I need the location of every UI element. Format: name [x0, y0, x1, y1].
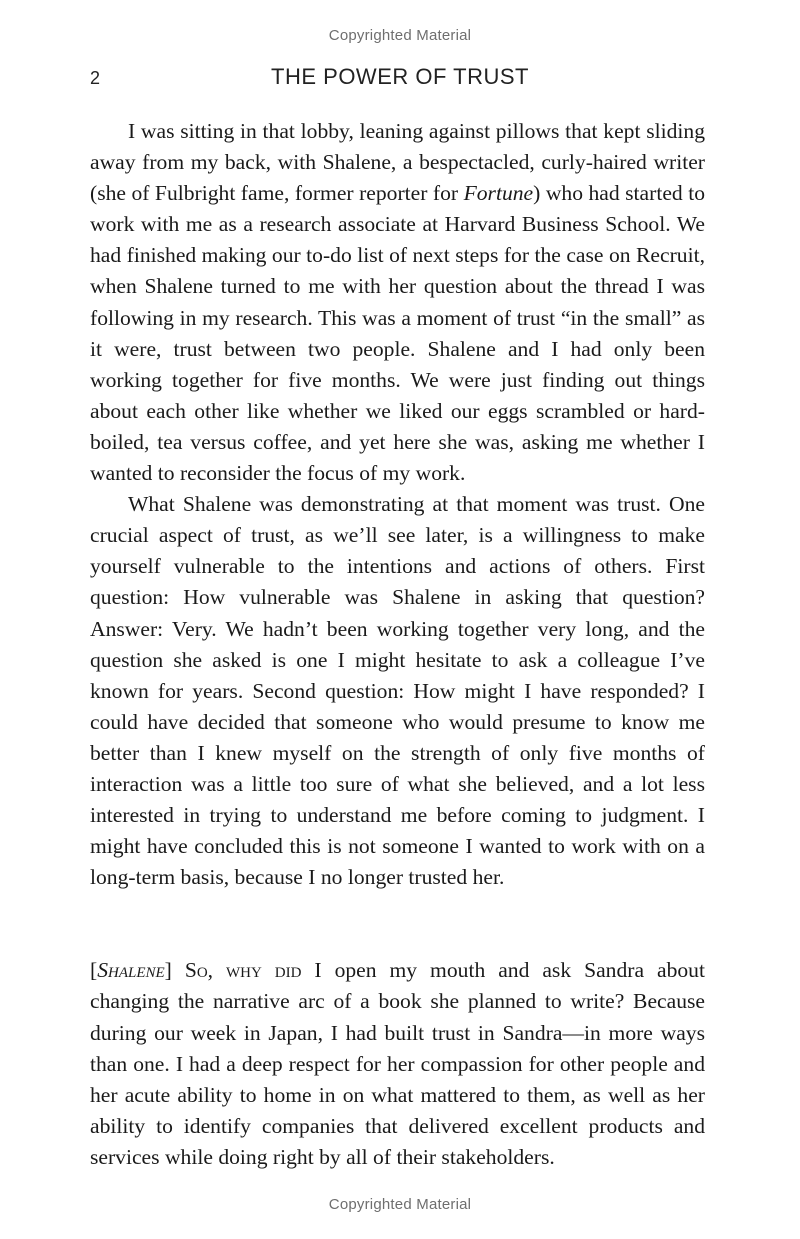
paragraph-3-lead-in: So, why did	[184, 958, 302, 983]
paragraph-3-bracket-close: ]	[164, 958, 185, 983]
paragraph-2: What Shalene was demonstrating at that moment was trust. One crucial aspect of trust, as we’ll see later, is a willingness to make yourself vulnerable to the intentions and actions of others. First question: How vulnerable was Shalene in asking that question? Answer: Very. We hadn’t been working together very long, and the question she asked is one I might hesitate to ask a colleague I’ve known for years. Second question: How might I have responded? I could have decided that someone who would presume to know me better than I knew myself on the strength of only five months of interaction was a little too sure of what she believed, and a lot less interested in trying to understand me before coming to judgment. I might have concluded this is not someone I wanted to work with on a long-term basis, because I no longer trusted her.	[90, 492, 705, 890]
body-text	[90, 116, 705, 1173]
section-break	[90, 893, 705, 955]
paragraph-1-text-a: I was sitting in that lobby, leaning against pillows that kept sliding away from my back, with Shalene, a bespectacled, curly-haired writer (she of Fulbright fame, former reporter for	[90, 119, 705, 206]
running-head	[0, 64, 800, 94]
running-title: THE POWER OF TRUST	[271, 64, 529, 89]
copyright-watermark-top: Copyrighted Material	[328, 27, 472, 44]
speaker-name: Shalene	[97, 958, 165, 983]
paragraph-1-text-b: ) who had started to work with me as a research associate at Harvard Business School. We had finished making our to-do list of next steps for the case on Recruit, when Shalene turned to me with her question about the thread I was following in my research. This was a moment of trust “in the small” as it were, trust between two people. Shalene and I had only been working together for five months. We were just finding out things about each other like whether we liked our eggs scrambled or hard-boiled, tea versus coffee, and yet here she was, asking me whether I wanted to reconsider the focus of my work.	[90, 181, 705, 486]
copyright-watermark-bottom: Copyrighted Material	[328, 1196, 472, 1213]
paragraph-3-text: I open my mouth and ask Sandra about changing the narrative arc of a book she planned to write? Because during our week in Japan, I had built trust in Sandra—in more ways than one. I had a deep respect for her compassion for other people and her acute ability to home in on what mattered to them, as well as her ability to identify companies that delivered excellent products and services while doing right by all of their stakeholders.	[90, 958, 705, 1169]
paragraph-3	[90, 955, 705, 1173]
page-number: 2	[90, 68, 101, 88]
paragraph-1	[90, 116, 705, 489]
paragraph-1-italic: Fortune	[463, 181, 534, 206]
paragraph-3-bracket-open: [	[90, 958, 98, 983]
